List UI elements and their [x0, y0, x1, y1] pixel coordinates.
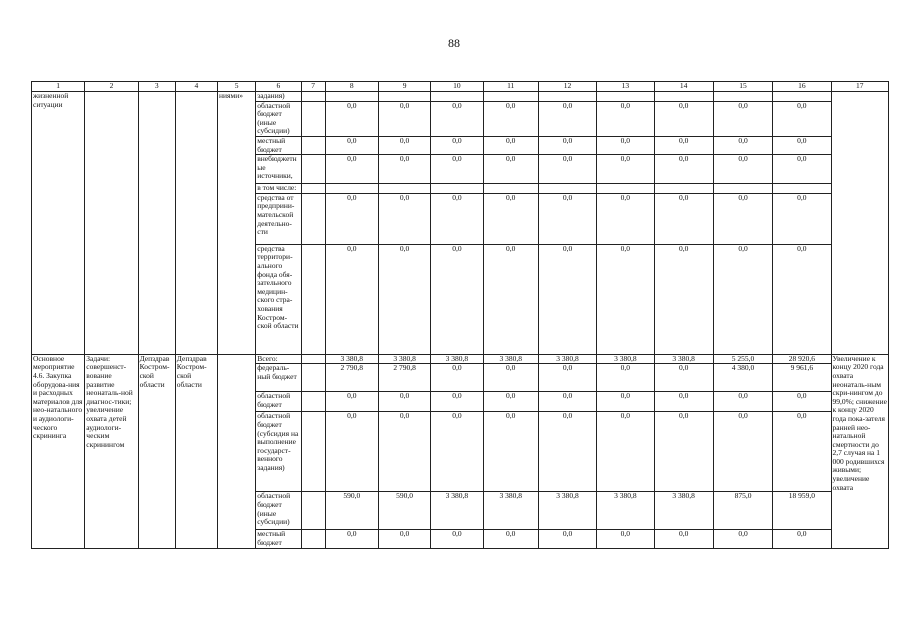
col-header: 5 [218, 82, 256, 92]
value-cell: 0,0 [773, 392, 831, 412]
col-header: 4 [175, 82, 217, 92]
source-cell: задания) [256, 92, 301, 102]
value-cell: 0,0 [538, 392, 596, 412]
source-cell: областной бюджет [256, 392, 301, 412]
value-cell [654, 184, 713, 194]
value-cell: 3 380,8 [431, 354, 483, 364]
source-cell: областной бюджет (субсидия на выполнение государст-венного задания) [256, 412, 301, 492]
col7-cell [301, 530, 325, 549]
value-cell: 0,0 [325, 136, 378, 154]
col7-cell [301, 412, 325, 492]
value-cell [538, 92, 596, 102]
value-cell: 0,0 [538, 193, 596, 244]
col-header: 16 [773, 82, 831, 92]
value-cell: 0,0 [538, 101, 596, 136]
value-cell: 3 380,8 [325, 354, 378, 364]
col-header: 8 [325, 82, 378, 92]
value-cell: 3 380,8 [654, 354, 713, 364]
value-cell: 0,0 [773, 136, 831, 154]
value-cell: 0,0 [378, 101, 430, 136]
value-cell: 3 380,8 [597, 492, 654, 530]
measure-col2: Задачи: совершенст-вование развитие неонаталь-ной диагнос-тики; увеличение охвата детей аудиологи-ческим скринингом [85, 354, 138, 549]
value-cell: 3 380,8 [538, 492, 596, 530]
value-cell: 0,0 [483, 364, 538, 392]
value-cell [597, 92, 654, 102]
value-cell: 3 380,8 [483, 492, 538, 530]
value-cell [654, 92, 713, 102]
value-cell [773, 92, 831, 102]
value-cell: 0,0 [431, 193, 483, 244]
value-cell: 0,0 [654, 136, 713, 154]
value-cell: 0,0 [597, 364, 654, 392]
row-cell: жизненной ситуации [32, 92, 85, 355]
col-header: 2 [85, 82, 138, 92]
value-cell [538, 184, 596, 194]
value-cell: 0,0 [483, 101, 538, 136]
row-cell [138, 92, 175, 355]
value-cell: 0,0 [654, 244, 713, 354]
value-cell: 0,0 [713, 155, 772, 184]
value-cell: 875,0 [713, 492, 772, 530]
value-cell: 0,0 [378, 193, 430, 244]
value-cell: 0,0 [713, 244, 772, 354]
value-cell: 590,0 [378, 492, 430, 530]
value-cell: 0,0 [325, 244, 378, 354]
value-cell: 4 380,0 [713, 364, 772, 392]
value-cell [325, 92, 378, 102]
value-cell: 0,0 [325, 530, 378, 549]
value-cell: 0,0 [538, 244, 596, 354]
col-header: 3 [138, 82, 175, 92]
col-header: 14 [654, 82, 713, 92]
value-cell: 0,0 [773, 530, 831, 549]
page-number: 88 [448, 36, 460, 50]
value-cell [597, 184, 654, 194]
value-cell: 5 255,0 [713, 354, 772, 364]
value-cell [431, 184, 483, 194]
value-cell: 3 380,8 [538, 354, 596, 364]
col-header: 9 [378, 82, 430, 92]
row-cell [175, 92, 217, 355]
col7-cell [301, 184, 325, 194]
value-cell: 0,0 [431, 530, 483, 549]
value-cell: 0,0 [597, 244, 654, 354]
value-cell: 3 380,8 [483, 354, 538, 364]
value-cell: 0,0 [773, 193, 831, 244]
value-cell [325, 184, 378, 194]
value-cell [431, 92, 483, 102]
col-header: 1 [32, 82, 85, 92]
source-cell: областной бюджет (иные субсидии) [256, 492, 301, 530]
value-cell: 2 790,8 [325, 364, 378, 392]
row-cell [85, 92, 138, 355]
value-cell: 3 380,8 [431, 492, 483, 530]
value-cell [773, 184, 831, 194]
source-cell: местный бюджет [256, 136, 301, 154]
row-cell [218, 354, 256, 549]
measure-col3: Депздрав Костром-ской области [138, 354, 175, 549]
source-cell: средства территори-ального фонда обя-зательного медицин-ского стра-хования Костром-ской области [256, 244, 301, 354]
value-cell: 0,0 [378, 412, 430, 492]
value-cell [378, 92, 430, 102]
table-row [32, 354, 889, 364]
value-cell: 0,0 [431, 392, 483, 412]
value-cell: 0,0 [713, 530, 772, 549]
value-cell: 3 380,8 [654, 492, 713, 530]
col7-cell [301, 392, 325, 412]
value-cell: 590,0 [325, 492, 378, 530]
value-cell: 0,0 [713, 193, 772, 244]
value-cell: 0,0 [378, 392, 430, 412]
value-cell: 18 959,0 [773, 492, 831, 530]
value-cell: 0,0 [378, 530, 430, 549]
value-cell: 0,0 [597, 530, 654, 549]
col-header: 10 [431, 82, 483, 92]
value-cell: 0,0 [431, 364, 483, 392]
value-cell: 0,0 [483, 412, 538, 492]
value-cell [378, 184, 430, 194]
value-cell: 0,0 [483, 530, 538, 549]
value-cell: 3 380,8 [597, 354, 654, 364]
value-cell: 28 920,6 [773, 354, 831, 364]
value-cell: 0,0 [325, 193, 378, 244]
col-header: 6 [256, 82, 301, 92]
budget-table [31, 81, 889, 549]
value-cell: 0,0 [713, 412, 772, 492]
source-cell: федераль-ный бюджет [256, 364, 301, 392]
header-row [32, 82, 889, 92]
value-cell: 9 961,6 [773, 364, 831, 392]
value-cell: 2 790,8 [378, 364, 430, 392]
value-cell [713, 184, 772, 194]
value-cell: 0,0 [713, 136, 772, 154]
value-cell: 0,0 [597, 136, 654, 154]
measure-col1: Основное мероприятие 4.6. Закупка оборудова-ния и расходных материалов для нео-натального и аудиологи-ческого скрининга [32, 354, 85, 549]
source-cell: областной бюджет (иные субсидии) [256, 101, 301, 136]
value-cell: 0,0 [654, 193, 713, 244]
value-cell: 0,0 [325, 392, 378, 412]
source-cell: средства от предприни-мательской деятельно-сти [256, 193, 301, 244]
value-cell: 0,0 [538, 530, 596, 549]
source-cell: в том числе: [256, 184, 301, 194]
value-cell: 0,0 [483, 244, 538, 354]
col-header: 12 [538, 82, 596, 92]
value-cell: 0,0 [773, 155, 831, 184]
value-cell: 0,0 [431, 101, 483, 136]
col-header: 7 [301, 82, 325, 92]
col-header: 15 [713, 82, 772, 92]
value-cell: 0,0 [431, 412, 483, 492]
value-cell: 0,0 [483, 392, 538, 412]
col7-cell [301, 244, 325, 354]
value-cell: 0,0 [431, 155, 483, 184]
table-row [32, 92, 889, 102]
value-cell: 0,0 [597, 155, 654, 184]
value-cell: 3 380,8 [378, 354, 430, 364]
result-cell [831, 92, 888, 355]
source-cell: Всего: [256, 354, 301, 364]
value-cell: 0,0 [431, 136, 483, 154]
value-cell: 0,0 [538, 412, 596, 492]
value-cell: 0,0 [483, 193, 538, 244]
col7-cell [301, 136, 325, 154]
value-cell: 0,0 [483, 155, 538, 184]
value-cell: 0,0 [538, 155, 596, 184]
value-cell: 0,0 [773, 412, 831, 492]
value-cell: 0,0 [325, 101, 378, 136]
col-header: 11 [483, 82, 538, 92]
value-cell: 0,0 [654, 155, 713, 184]
row-cell: ниями» [218, 92, 256, 355]
col-header: 13 [597, 82, 654, 92]
value-cell: 0,0 [773, 244, 831, 354]
col7-cell [301, 193, 325, 244]
value-cell: 0,0 [325, 412, 378, 492]
value-cell: 0,0 [597, 193, 654, 244]
source-cell: местный бюджет [256, 530, 301, 549]
col7-cell [301, 101, 325, 136]
measure-col4: Депздрав Костром-ской области [175, 354, 217, 549]
expected-result: Увеличение к концу 2020 года охвата неонаталь-ным скри-нингом до 99,0%; снижение к концу 2020 года пока-зателя ранней нео-натальной смертности до 2,7 случая на 1 000 родившихся живыми; увеличение охвата [831, 354, 888, 549]
value-cell: 0,0 [538, 364, 596, 392]
value-cell [483, 184, 538, 194]
value-cell: 0,0 [654, 364, 713, 392]
value-cell: 0,0 [713, 392, 772, 412]
value-cell: 0,0 [597, 392, 654, 412]
value-cell: 0,0 [773, 101, 831, 136]
value-cell: 0,0 [378, 244, 430, 354]
value-cell: 0,0 [654, 530, 713, 549]
value-cell: 0,0 [713, 101, 772, 136]
col7-cell [301, 155, 325, 184]
value-cell: 0,0 [538, 136, 596, 154]
value-cell: 0,0 [483, 136, 538, 154]
value-cell: 0,0 [654, 101, 713, 136]
value-cell [713, 92, 772, 102]
col7-cell [301, 92, 325, 102]
col-header: 17 [831, 82, 888, 92]
value-cell: 0,0 [597, 101, 654, 136]
value-cell: 0,0 [654, 412, 713, 492]
value-cell: 0,0 [378, 136, 430, 154]
value-cell: 0,0 [654, 392, 713, 412]
col7-cell [301, 364, 325, 392]
value-cell: 0,0 [378, 155, 430, 184]
source-cell: внебюджетные источники, [256, 155, 301, 184]
value-cell: 0,0 [597, 412, 654, 492]
value-cell: 0,0 [325, 155, 378, 184]
col7-cell [301, 354, 325, 364]
value-cell: 0,0 [431, 244, 483, 354]
value-cell [483, 92, 538, 102]
col7-cell [301, 492, 325, 530]
